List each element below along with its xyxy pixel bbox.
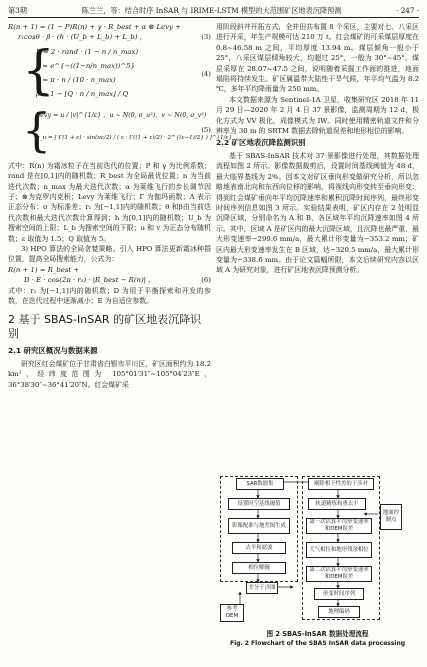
left-brace-icon: { xyxy=(22,102,52,157)
equation-number: (6) xyxy=(201,276,211,285)
box-remove-low-coherence: 剔除相干性差的干涉对 xyxy=(308,478,374,490)
subsection-heading-2-2: 2.2 矿区地表沉降监测识别 xyxy=(216,138,306,148)
box-sar-images: SAR数据集 xyxy=(236,478,284,490)
box-flatten-filter: 去平和滤波 xyxy=(232,542,286,554)
paragraph-sbas-processing: 基于 SBAS-InSAR 技术对 37 景影像进行处理，其数据处理流程如图 2 所示。影像数据裁剪后，设置时间基线阈值为 48 d，最大临界基线为 2%。因本文对矿区垂向形变做研究分析，所以忽略地表南北向和东西向位移的影响，将视线向形变转至垂向形变；得到红会煤矿垂向年平均沉降速率和累积沉降时间序列，最终形变时间序列信息如图 3 所示。实验结果表明，矿区内存在 2 处明显沉降区域，分别命名为 A 和 B，各区域年平均沉降速率如图 4 所示。其中，区域 A 是矿区内的最大沉降区域，且沉降也最严重，最大形变速率−299.6 mm/a，最大累计形变量为−353.2 mm；矿区内最大形变速率发生在 B 区域，达−320.5 mm/a，最大累计形变量为−338.6 mm。由于论文篇幅所限，本文后续研究内容以区域 A 为研究对象，进行矿区地表沉降预测分析。 xyxy=(216,151,419,275)
running-header xyxy=(8,4,419,18)
figure-caption-en: Fig. 2 Flowchart of the SBAS InSAR data processing xyxy=(229,640,406,647)
equation-3-line1: R(n + 1) = (1 − P)R(n) + γ · R_best + α ⊗ Levy + xyxy=(8,23,181,31)
box-ground-control-points: 地面控制点 xyxy=(380,504,402,530)
paragraph-variable-definitions: 式中：R(n) 为霜冰粒子在当前迭代的位置；P 和 γ 为比例系数；rand 是在[0,1]内的随机数；R_best 为全局最优位置；n 为当前迭代次数；n_max 为最大迭代次数；α 为莱维飞行的步长调节因子；⊗为克罗内克积；Levy 为莱维飞行；Γ 为伽玛函数；Λ 表示正态分布；σ 为标准差；r₁ 为[−1,1]内的随机数；θ 和β由当前迭代次数和最大迭代次数计算得到；h 为[0,1]内的随机数；U_b 为搜索空间的上限；L_b 为搜索空间的下限；u 和 v 为正态分布随机数；ε 取值为 1.5；Q 取值为 5。 xyxy=(8,161,211,243)
equation-4: { P = 2 · rand · (1 − n / n_max) γ = e^{−((1−n/n_max))^5} θ = π · n / (10 · n_max) β = 1 − ⌊Q · n / n_max⌋ / Q (4) xyxy=(22,40,211,101)
box-phase-unwrap: 相位解缠 xyxy=(232,562,286,574)
box-second-inversion: 第二次估算平均形变速率和DEM误差 xyxy=(306,566,372,582)
page-number: · 247 · xyxy=(396,6,419,15)
equation-number: (4) xyxy=(201,69,211,78)
paragraph-study-area: 研究区红会煤矿位于甘肃省白银市平川区，矿区面积约为 18.2 km²，经纬度范围为 105°01′31″~105°04′23″E，36°38′30″~36°41′20″N。红会煤矿采 xyxy=(8,359,211,389)
paragraph-eq6-definitions: 式中：r₂ 为[−1,1]内的随机数；D 为用于平衡探索和开发的参数，在迭代过程中逐渐减小；E 为自适应参数。 xyxy=(8,286,211,306)
box-atmosphere-phase: 大气相位和地形残余相位 xyxy=(306,542,372,558)
issue-number: 第3期 xyxy=(8,5,27,15)
equation-3-line2: r₁cosθ · β · (h · (U_b + L_b) + L_b) ， (3) xyxy=(18,33,211,42)
paragraph-mine-geology: 用阶段斜井开拓方式，全井田共布置 8 个采区，主要对七、八采区进行开采，年生产规模可达 210 万 t。红会煤矿的可采煤层厚度在 0.8~46.58 m 之间，平均厚度 13.94 m。煤层倾角一般小于 25°，八采区煤层倾角较大，均超过 25°，一般为 30°~45°。煤层采厚在 28.07~47.5 之间，说明随着采掘工作面的推进，地面塌陷将持续发生。矿区属温带大陆性干旱气候，年平均气温为 8.2 ℃，多年平均降雨量为 250 mm。 xyxy=(216,23,419,94)
box-reference-dem: 参考DEM xyxy=(220,604,244,622)
paragraph-hpo-strategy: 3) HPO 算法的全局贪婪策略。引入 HPO 算法更新霜冰种群位置，提高全局搜索能力，公式为： xyxy=(8,245,211,264)
box-baseline-threshold: 设置时空基线阈值 xyxy=(228,498,290,510)
equation-5: { Levy = u / |v|^{1/ε} ，u ~ N(0, σ_u²)，v ~ N(0, σ_v²) σ_u = [ Γ(1 + ε) · sin(πε/2) / ( ε · Γ((1 + ε)/2) · 2^{(ε−1)/2} ) ]^{1/ε} (5) xyxy=(22,102,233,157)
equation-6-line1: R(n + 1) = R_best + xyxy=(8,265,80,274)
section-heading-2: 2 基于 SBAS-InSAR 的矿区地表沉降识别 xyxy=(8,313,202,341)
equation-number: (5) xyxy=(201,125,211,134)
figure-caption-cn: 图 2 SBAS-InSAR 数据处理流程 xyxy=(266,630,369,638)
box-coregistration: 影像配准与地差图生成 xyxy=(228,518,290,534)
left-brace-icon: { xyxy=(22,40,56,101)
article-title-header: 陈兰兰，等：结合时序 InSAR 与 IRIME-LSTM 模型的大范围矿区地表沉降预测 xyxy=(81,5,342,15)
subsection-heading-2-1: 2.1 研究区概况与数据来源 xyxy=(8,346,98,356)
box-diff-interferogram: 差分干涉图 xyxy=(246,582,278,594)
left-column xyxy=(8,22,233,390)
box-deformation-timeseries: 形变时间序列 xyxy=(314,588,364,600)
paragraph-data-source: 本文数据来源为 Sentinel-1A 卫星，收集研究区 2018 年 11 月 29 日—2020 年 2 月 4 日 37 景影像，监测周期为 12 d，极化方式为 VV 极化，成像模式为 IW。同时使用精密轨道文件和分辨率为 30 m 的 SRTM 数据去除轨道误差和地形相位的影响。 xyxy=(216,95,419,136)
equation-6-line2: D · E · cos(2π · r₂) · |R_best − R(n)| ， (6) xyxy=(24,276,211,285)
equation-number: (3) xyxy=(201,33,211,42)
box-geocoding: 地理编码 xyxy=(318,606,360,618)
figure-2-flowchart xyxy=(218,474,418,624)
box-first-inversion: 第一次估算平均形变速率和DEM误差 xyxy=(306,518,372,534)
box-orbit-refinement: 轨道精炼和重去平 xyxy=(308,498,366,510)
right-column xyxy=(216,22,419,276)
